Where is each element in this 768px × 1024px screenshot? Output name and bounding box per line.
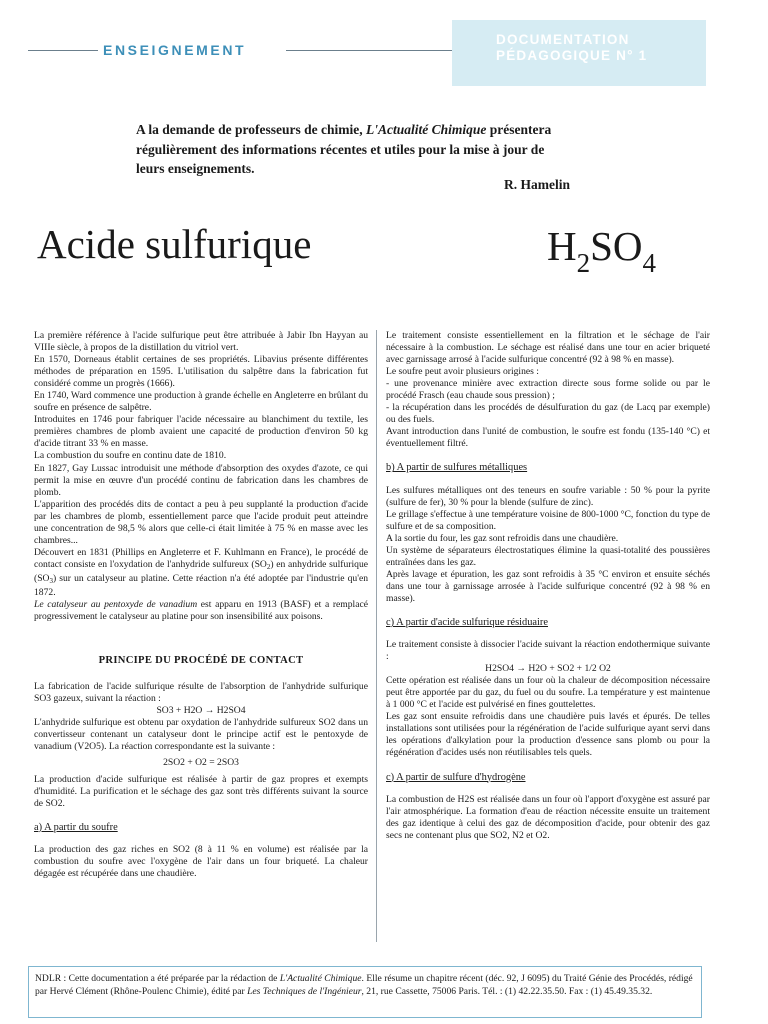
paragraph: La première référence à l'acide sulfurique peut être attribuée à Jabir Ibn Hayyan au VIIIe siècle, à propos de la distillation du vitriol vert. [34, 330, 368, 354]
intro-text-2: présentera régulièrement des informations récentes et utiles pour la mise à jour de leurs enseignements. [136, 122, 552, 176]
documentation-badge [452, 20, 706, 86]
text: ) sur un catalyseur au platine. Cette réaction n'a été adoptée par l'industrie qu'en 1872. [34, 572, 368, 598]
italic-text: Le catalyseur au pentoxyde de vanadium [34, 599, 198, 611]
note-journal: L'Actualité Chimique [279, 973, 362, 984]
paragraph: En 1570, Dorneaus établit certaines de ses propriétés. Libavius présente différentes méthodes de préparation en 1595. L'utilisation du salpêtre dans la fabrication fut considéré comme un progrès (1666). [34, 354, 368, 390]
text: est apparu en 1913 (BASF) et a remplacé progressivement le catalyseur au platine pour son insensibilité aux poisons. [34, 599, 368, 623]
paragraph: Introduites en 1746 pour fabriquer l'acide nécessaire au blanchiment du textile, les premières chambres de plomb avaient une capacité de production d'environ 50 kg d'acide titrant 33 % en masse. [34, 414, 368, 450]
section-heading: PRINCIPE DU PROCÉDÉ DE CONTACT [98, 655, 304, 667]
paragraph: La combustion de H2S est réalisée dans un four où l'apport d'oxygène est assuré par l'air atmosphérique. La formation d'eau de réaction nécessite ensuite un traitement des gaz identique à celui des gaz de décomposition d'acide, pour obtenir des gaz secs ne contenant plus que SO2, N2 et O2. [386, 793, 710, 841]
badge-line-1: DOCUMENTATION [496, 32, 630, 47]
paragraph [34, 599, 368, 623]
intro-paragraph [136, 120, 576, 179]
right-column [386, 330, 710, 842]
subscript: 3 [49, 576, 53, 585]
section-label: ENSEIGNEMENT [103, 42, 247, 58]
paragraph: Le soufre peut avoir plusieurs origines : [386, 366, 539, 378]
equation: 2SO2 + O2 = 2SO3 [163, 757, 239, 769]
column-divider [376, 330, 377, 942]
formula-h: H [547, 223, 577, 269]
paragraph: La production d'acide sulfurique est réalisée à partir de gaz propres et exempts d'humidité. La purification et le séchage des gaz sont très différents suivant la source de SO2. [34, 773, 368, 809]
note-text: , 21, rue Cassette, 75006 Paris. Tél. : (1) 42.22.35.50. Fax : (1) 45.49.35.32. [361, 986, 653, 998]
paragraph: L'anhydride sulfurique est obtenu par oxydation de l'anhydride sulfureux SO2 dans un convertisseur contenant un catalyseur dont le principe actif est le pentoxyde de vanadium (V2O5). La réaction correspondante est la suivante : [34, 717, 368, 753]
formula-sub-4: 4 [642, 248, 657, 278]
text: ) en anhydride sulfurique (SO [34, 558, 368, 584]
badge-line-2: PÉDAGOGIQUE N° 1 [496, 48, 648, 63]
paragraph: La combustion du soufre en continu date de 1810. [34, 450, 227, 462]
paragraph [34, 547, 368, 599]
paragraph: La fabrication de l'acide sulfurique résulte de l'absorption de l'anhydride sulfurique SO3 gazeux, suivant la réaction : [34, 681, 368, 705]
header-rule-right [286, 50, 452, 51]
paragraph: Après lavage et épuration, les gaz sont refroidis à 35 °C environ et ensuite séchés dans une tour à garnissage arrosée à l'acide sulfurique concentré (92 à 98 % en masse). [386, 568, 710, 604]
subsection-heading: c) A partir d'acide sulfurique résiduaire [386, 616, 548, 628]
note-text: NDLR : Cette documentation a été préparée par la rédaction de [35, 973, 280, 984]
subsection-heading: b) A partir de sulfures métalliques [386, 462, 528, 474]
intro-text-1: A la demande de professeurs de chimie, [136, 122, 366, 137]
note-text: . Elle résume un chapitre récent (déc. 92, J 6095) du Traité Génie des Procédés, rédigé par Hervé Clément (Rhône-Poulenc Chimie), édité par [35, 973, 693, 998]
paragraph: La production des gaz riches en SO2 (8 à 11 % en volume) est réalisée par la combustion du soufre avec l'oxygène de l'air dans un four briqueté. La chaleur dégagée est récupérée dans une chaudière. [34, 843, 368, 879]
header-rule-left [28, 50, 98, 51]
page-title: Acide sulfurique [37, 221, 312, 267]
paragraph: L'apparition des procédés dits de contact a peu à peu supplanté la production d'acide par les chambres de plomb, essentiellement parce que l'acide produit peut atteindre une concentration de 98,5 % alors que celle-ci était limitée à 75 % en masse avec les chambres... [34, 498, 368, 546]
subsection-heading: a) A partir du soufre [34, 821, 118, 833]
formula-sub-2: 2 [576, 248, 591, 278]
equation: H2SO4 → H2O + SO2 + 1/2 O2 [485, 663, 611, 675]
text: Découvert en 1831 (Phillips en Angleterre et F. Kuhlmann en France), le procédé de contact consiste en l'oxydation de l'anhydride sulfureux (SO [34, 546, 368, 570]
editor-note [28, 966, 702, 1018]
paragraph: A la sortie du four, les gaz sont refroidis dans une chaudière. [386, 532, 619, 544]
paragraph: Avant introduction dans l'unité de combustion, le soufre est fondu (135-140 °C) et éventuellement filtré. [386, 426, 710, 450]
author: R. Hamelin [504, 177, 570, 192]
note-publisher: Les Techniques de l'Ingénieur [247, 986, 362, 998]
subscript: 2 [266, 562, 271, 571]
paragraph: Le traitement consiste à dissocier l'acide suivant la réaction endothermique suivante : [386, 639, 710, 663]
paragraph: - une provenance minière avec extraction directe sous forme solide ou par le procédé Frasch (eau chaude sous pression) ; [386, 378, 710, 402]
formula-so: SO [590, 223, 643, 269]
subsection-heading: c) A partir de sulfure d'hydrogène [386, 771, 526, 783]
paragraph: En 1827, Gay Lussac introduisit une méthode d'absorption des oxydes d'azote, ce qui permit la mise en œuvre d'un procédé continu de fabrication dans les chambres de plomb. [34, 462, 368, 498]
chemical-formula [547, 222, 656, 287]
left-column [34, 330, 368, 880]
paragraph: - la récupération dans les procédés de désulfuration du gaz (de Lacq par exemple) ou des fuels. [386, 402, 710, 426]
paragraph: Le traitement consiste essentiellement en la filtration et le séchage de l'air nécessaire à la combustion. Le séchage est réalisé dans une tour en acier briqueté avec garnissage arrosé à l'acide sulfurique concentré (92 à 98 % en masse). [386, 330, 710, 366]
equation: SO3 + H2O → H2SO4 [156, 705, 246, 717]
paragraph: En 1740, Ward commence une production à grande échelle en Angleterre en brûlant du soufre en présence de salpêtre. [34, 390, 368, 414]
paragraph: Cette opération est réalisée dans un four où la chaleur de décomposition nécessaire peut être apportée par du gaz, du fuel ou du soufre. La température y est maintenue à 1 000 °C et l'acide est pulvérisé en fines gouttelettes. [386, 675, 710, 711]
paragraph: Les gaz sont ensuite refroidis dans une chaudière puis lavés et épurés. De telles installations sont utilisées pour la régénération de l'acide sulfurique ayant servi dans les opérations d'alkylation pour la production d'essence sans plomb ou pour la régénération d'acides usés non réutilisables tels quels. [386, 711, 710, 759]
paragraph: Un système de séparateurs électrostatiques élimine la quasi-totalité des poussières entraînées dans les gaz. [386, 544, 710, 568]
intro-journal: L'Actualité Chimique [366, 122, 487, 137]
paragraph: Le grillage s'effectue à une température voisine de 800-1000 °C, fonction du type de sulfure et de sa composition. [386, 508, 711, 532]
paragraph: Les sulfures métalliques ont des teneurs en soufre variable : 50 % pour la pyrite (sulfure de fer), 30 % pour la blende (sulfure de zinc). [386, 484, 710, 508]
